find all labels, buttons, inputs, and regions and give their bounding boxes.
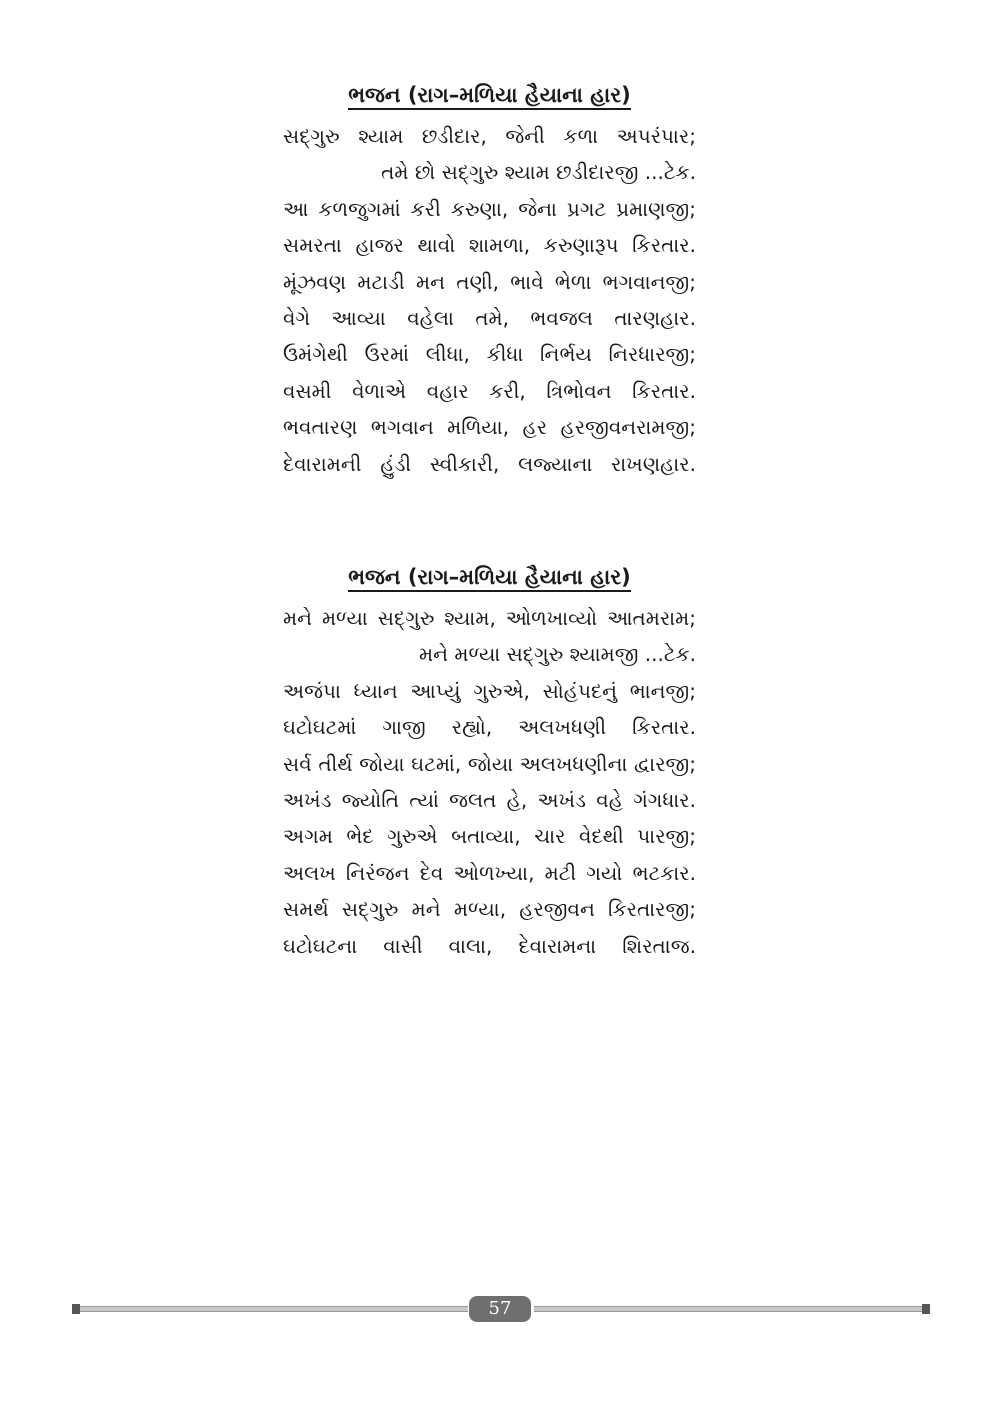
- footer-rule-left: [72, 1306, 468, 1312]
- verse-refrain: તમે છો સદ્‌ગુરુ શ્યામ છડીદારજી ...ટેક.: [381, 160, 696, 185]
- verse-line: અજંપા ધ્યાન આપ્યું ગુરુએ, સોહંપદનું ભાનજી;: [283, 678, 696, 703]
- verse-line: વસમી વેળાએ વહાર કરી, ત્રિભોવન કિરતાર.: [283, 378, 696, 403]
- verse-line: ઘટોઘટમાં ગાજી રહ્યો, અલખધણી કિરતાર.: [283, 715, 696, 740]
- verse-line: વેગે આવ્યા વહેલા તમે, ભવજલ તારણહાર.: [283, 305, 696, 330]
- verse-line: આ કળજુગમાં કરી કરુણા, જેના પ્રગટ પ્રમાણજી;: [283, 196, 696, 221]
- verse-refrain: મને મળ્યા સદ્‌ગુરુ શ્યામજી ...ટેક.: [418, 642, 696, 667]
- footer-rule-cap-left: [72, 1304, 80, 1314]
- verse-line: સદ્‌ગુરુ શ્યામ છડીદાર, જેની કળા અપરંપાર;: [283, 124, 696, 148]
- page-number: 57: [469, 1296, 531, 1322]
- verse-line: અગમ ભેદ ગુરુએ બતાવ્યા, ચાર વેદથી પારજી;: [283, 824, 696, 849]
- verse-line: ભવતારણ ભગવાન મળિયા, હર હરજીવનરામજી;: [283, 415, 696, 440]
- verse-line: દેવારામની હુંડી સ્વીકારી, લજ્યાના રાખણહાર.: [283, 451, 696, 476]
- verse-line: સર્વ તીર્થ જોયા ઘટમાં, જોયા અલખધણીના દ્વારજી;: [283, 751, 696, 776]
- verse-line: સમરતા હાજર થાવો શામળા, કરુણારૂપ કિરતાર.: [283, 233, 696, 258]
- bhajan-1-title: ભજન (રાગ–મળિયા હૈયાના હાર): [283, 78, 696, 112]
- page-footer: [72, 1296, 930, 1322]
- verse-line: મને મળ્યા સદ્‌ગુરુ શ્યામ, ઓળખાવ્યો આતમરામ;: [283, 606, 696, 630]
- footer-rule-right: [534, 1306, 930, 1312]
- bhajan-2-title: ભજન (રાગ–મળિયા હૈયાના હાર): [283, 560, 696, 594]
- verse-line: મૂંઝવણ મટાડી મન તણી, ભાવે ભેળા ભગવાનજી;: [283, 269, 696, 294]
- bhajan-2: [283, 560, 696, 964]
- footer-rule-cap-right: [922, 1304, 930, 1314]
- verse-line: અલખ નિરંજન દેવ ઓળખ્યા, મટી ગયો ભટકાર.: [283, 860, 696, 885]
- bhajan-1: [283, 78, 696, 482]
- verse-line: ઘટોઘટના વાસી વાલા, દેવારામના શિરતાજ.: [283, 933, 696, 958]
- verse-line: ઉમંગેથી ઉરમાં લીધા, કીધા નિર્ભય નિરધારજી;: [283, 342, 696, 367]
- verse-line: અખંડ જ્યોતિ ત્યાં જલત હે, અખંડ વહે ગંગધાર.: [283, 787, 696, 812]
- verse-line: સમર્થ સદ્‌ગુરુ મને મળ્યા, હરજીવન કિરતારજી;: [283, 897, 696, 922]
